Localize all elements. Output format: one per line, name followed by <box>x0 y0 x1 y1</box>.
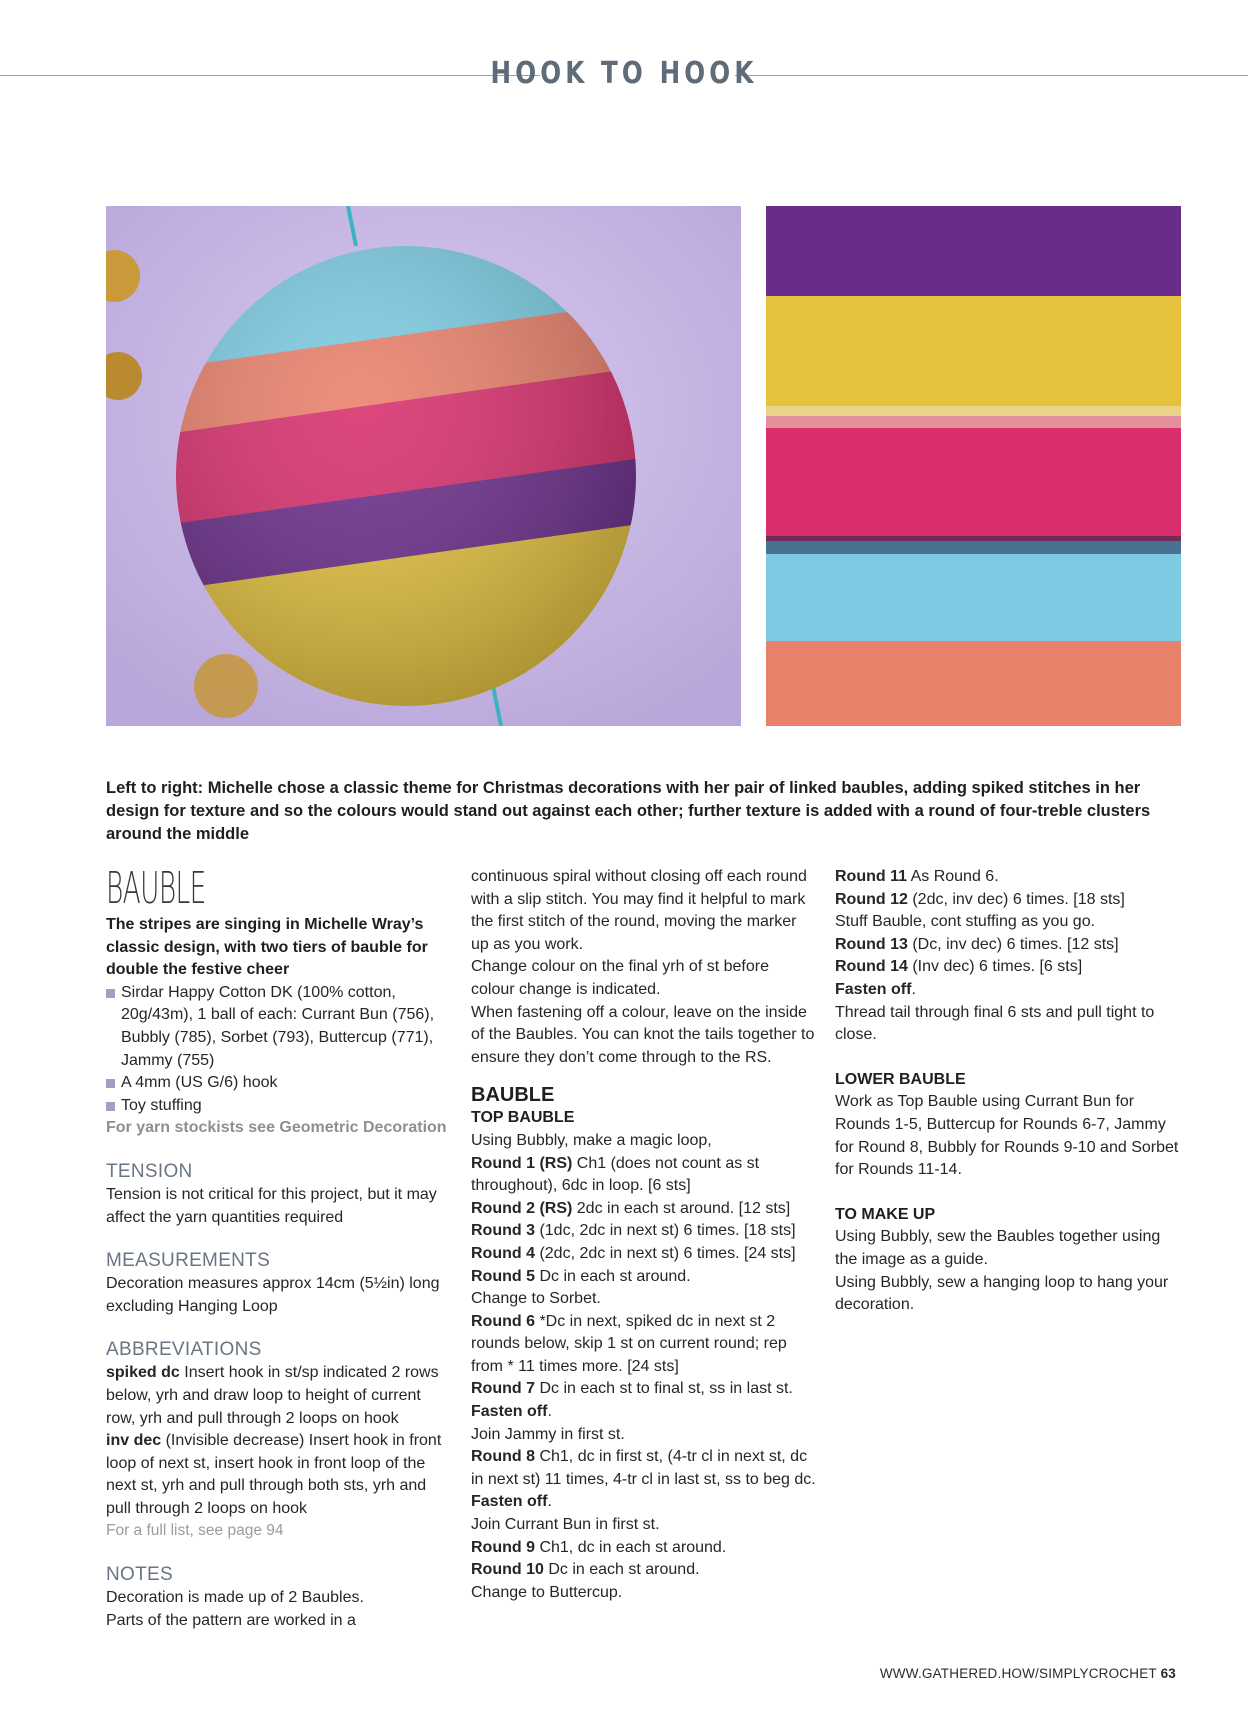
abbr-definition: Insert hook in st/sp indicated 2 rows below, yrh and draw loop to height of current row, yrh and pull through 2 loops on hook <box>106 1364 439 1427</box>
round-9 <box>471 1537 816 1560</box>
pattern-intro: The stripes are singing in Michelle Wray’s classic design, with two tiers of bauble for double the festive cheer <box>106 916 428 979</box>
section-title: HOOK TO HOOK <box>490 56 758 91</box>
round-label: Round 13 <box>835 935 908 953</box>
round-6 <box>471 1311 816 1379</box>
instruction: Stuff Bauble, cont stuffing as you go. <box>835 913 1096 931</box>
column-1 <box>106 863 451 1632</box>
abbr-definition: (Invisible decrease) Insert hook in front loop of next st, insert hook in front loop of the next st, yrh and pull through both sts, yrh and pull through 2 loops on hook <box>106 1432 442 1517</box>
round-7 <box>471 1378 816 1401</box>
round-text: Ch1 (does not count as st throughout), 6dc in loop. [6 sts] <box>471 1154 760 1195</box>
round-text: As Round 6. <box>907 868 999 885</box>
instruction: Using Bubbly, sew a hanging loop to hang your decoration. <box>835 1273 1169 1314</box>
top-bauble-heading: TOP BAUBLE <box>471 1109 575 1127</box>
round-text: Ch1, dc in first st, (4-tr cl in next st, dc in next st) 11 times, 4-tr cl in last st, ss to beg dc. <box>471 1448 816 1488</box>
fasten-off: Fasten off. <box>471 1403 552 1421</box>
lower-bauble-heading: LOWER BAUBLE <box>835 1070 966 1088</box>
round-text: (2dc, 2dc in next st) 6 times. [24 sts] <box>535 1244 796 1262</box>
photo-caption: Left to right: Michelle chose a classic theme for Christmas decorations with her pair of linked baubles, adding spiked stitches in her design for texture and so the colours would stand out against each other; further texture is added with a round of four-treble clusters around the middle <box>106 779 1151 843</box>
notes-line: Parts of the pattern are worked in a <box>106 1611 356 1629</box>
round-label: Round 10 <box>471 1561 544 1579</box>
round-10 <box>471 1559 816 1582</box>
make-up-heading: TO MAKE UP <box>835 1205 936 1223</box>
round-13 <box>835 934 1180 957</box>
fasten-off-label: Fasten off <box>835 980 912 998</box>
fasten-off: Fasten off. <box>471 1493 552 1511</box>
round-11 <box>835 866 1180 889</box>
round-label: Round 8 <box>471 1448 535 1466</box>
instruction: Thread tail through final 6 sts and pull tight to close. <box>835 1003 1155 1044</box>
abbreviations-heading: ABBREVIATIONS <box>106 1339 262 1361</box>
instruction: Work as Top Bauble using Currant Bun for Rounds 1-5, Buttercup for Rounds 6-7, Jammy for Round 8, Bubbly for Rounds 9-10 and Sorbet for Rounds 11-14. <box>835 1093 1179 1179</box>
round-label: Round 3 <box>471 1222 535 1240</box>
round-label: Round 1 (RS) <box>471 1154 573 1172</box>
round-label: Round 2 (RS) <box>471 1199 573 1217</box>
round-text: Dc in each st around. <box>543 1561 700 1579</box>
tension-text: Tension is not critical for this project, but it may affect the yarn quantities required <box>106 1185 437 1226</box>
materials-list <box>106 982 451 1118</box>
instruction: Using Bubbly, make a magic loop, <box>471 1131 712 1149</box>
round-text: Ch1, dc in each st around. <box>535 1538 727 1556</box>
bauble-heading: BAUBLE <box>471 1084 555 1107</box>
round-label: Round 11 <box>835 868 908 885</box>
photo-bauble-full <box>106 206 741 726</box>
page-number: 63 <box>1160 1666 1176 1681</box>
round-4 <box>471 1243 816 1266</box>
fasten-off-label: Fasten off <box>471 1493 548 1511</box>
measurements-text: Decoration measures approx 14cm (5½in) long excluding Hanging Loop <box>106 1275 440 1315</box>
tension-heading: TENSION <box>106 1160 193 1182</box>
abbreviation-spiked-dc <box>106 1362 451 1430</box>
material-item: Toy stuffing <box>106 1095 451 1118</box>
round-label: Round 6 <box>471 1312 535 1330</box>
instruction: Join Currant Bun in first st. <box>471 1516 660 1534</box>
round-5 <box>471 1266 816 1289</box>
round-1 <box>471 1153 816 1198</box>
round-12 <box>835 889 1180 912</box>
pattern-title: BAUBLE <box>106 863 206 914</box>
round-label: Round 9 <box>471 1538 535 1556</box>
stockists-note: For yarn stockists see Geometric Decoration <box>106 1119 447 1137</box>
notes-line: Decoration is made up of 2 Baubles. <box>106 1589 364 1607</box>
round-text: (Dc, inv dec) 6 times. [12 sts] <box>907 935 1119 953</box>
instruction: Change to Sorbet. <box>471 1290 601 1308</box>
round-text: Dc in each st to final st, ss in last st. <box>535 1380 793 1398</box>
abbreviation-inv-dec <box>106 1430 451 1520</box>
fasten-off-label: Fasten off <box>471 1403 548 1421</box>
instruction: Join Jammy in first st. <box>471 1425 625 1443</box>
notes-continued: Change colour on the final yrh of st before colour change is indicated. <box>471 958 769 998</box>
round-label: Round 7 <box>471 1380 535 1398</box>
instruction: Change to Buttercup. <box>471 1583 623 1601</box>
material-item: A 4mm (US G/6) hook <box>106 1072 451 1095</box>
photo-bauble-closeup <box>766 206 1181 726</box>
footer-url[interactable]: WWW.GATHERED.HOW/SIMPLYCROCHET <box>879 1666 1157 1681</box>
abbreviations-more: For a full list, see page 94 <box>106 1522 284 1540</box>
page-footer <box>880 1666 1176 1681</box>
round-text: *Dc in next, spiked dc in next st 2 rounds below, skip 1 st on current round; rep from * 11 times more. [24 sts] <box>471 1312 787 1375</box>
round-text: (2dc, inv dec) 6 times. [18 sts] <box>907 890 1125 908</box>
round-8 <box>471 1446 816 1491</box>
column-3 <box>835 866 1180 1317</box>
abbr-term: spiked dc <box>106 1364 180 1382</box>
instruction: Using Bubbly, sew the Baubles together using the image as a guide. <box>835 1228 1161 1268</box>
measurements-heading: MEASUREMENTS <box>106 1250 271 1272</box>
round-label: Round 5 <box>471 1267 535 1285</box>
round-text: 2dc in each st around. [12 sts] <box>572 1199 791 1217</box>
notes-heading: NOTES <box>106 1564 173 1586</box>
abbr-term: inv dec <box>106 1432 162 1450</box>
round-text: (1dc, 2dc in next st) 6 times. [18 sts] <box>535 1222 796 1240</box>
round-text: (Inv dec) 6 times. [6 sts] <box>907 958 1083 976</box>
material-item: Sirdar Happy Cotton DK (100% cotton, 20g/43m), 1 ball of each: Currant Bun (756), Bubbly (785), Sorbet (793), Buttercup (771), Jammy (755) <box>106 982 451 1072</box>
round-14 <box>835 956 1180 979</box>
round-text: Dc in each st around. <box>535 1267 691 1285</box>
notes-continued: When fastening off a colour, leave on the inside of the Baubles. You can knot the tails together to ensure they don’t come through to the RS. <box>471 1003 815 1066</box>
notes-continued: continuous spiral without closing off each round with a slip stitch. You may find it helpful to mark the first stitch of the round, moving the marker up as you work. <box>471 868 807 953</box>
column-2 <box>471 866 816 1604</box>
round-3 <box>471 1220 816 1243</box>
fasten-off: Fasten off. <box>835 980 916 998</box>
round-2 <box>471 1198 816 1221</box>
round-label: Round 12 <box>835 890 908 908</box>
round-label: Round 4 <box>471 1244 535 1262</box>
round-label: Round 14 <box>835 958 908 976</box>
